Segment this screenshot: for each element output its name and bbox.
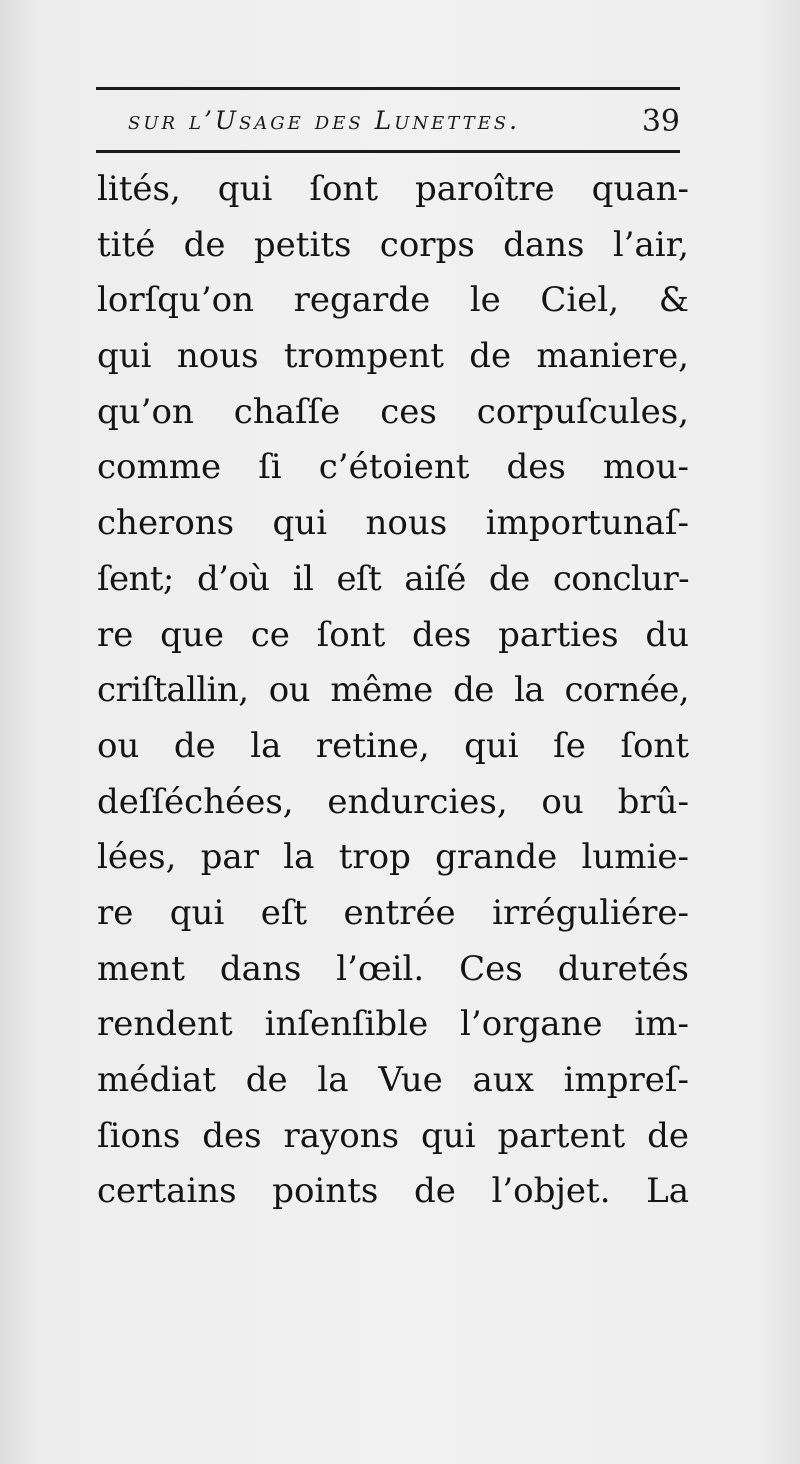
- text-line: ment dans l’œil. Ces duretés: [97, 948, 689, 989]
- header-bottom-rule: [96, 150, 680, 153]
- text-line: lorſqu’on regarde le Ciel, &: [97, 280, 689, 321]
- text-line: ſions des rayons qui partent de: [97, 1115, 689, 1156]
- running-title: sur l’Usage des Lunettes.: [128, 106, 521, 135]
- text-line: deſſéchées, endurcies, ou brû-: [97, 781, 689, 822]
- text-line: criſtallin, ou même de la cornée,: [97, 670, 689, 711]
- text-line: médiat de la Vue aux impreſ-: [97, 1060, 689, 1100]
- text-line: certains points de l’objet. La: [97, 1171, 689, 1212]
- header-top-rule: [96, 87, 680, 90]
- body-text: [97, 162, 689, 1220]
- text-line: comme ſi c’étoient des mou-: [97, 447, 689, 488]
- text-line: qui nous trompent de maniere,: [97, 336, 689, 377]
- page-number: 39: [641, 104, 680, 139]
- text-line: qu’on chaſſe ces corpuſcules,: [97, 391, 689, 432]
- running-head: [96, 104, 680, 144]
- text-line: cherons qui nous importunaſ-: [97, 503, 689, 544]
- text-line: ſent; d’où il eſt aiſé de conclur-: [97, 558, 689, 599]
- text-line: lées, par la trop grande lumie-: [97, 837, 689, 878]
- text-line: re qui eſt entrée irréguliére-: [97, 892, 689, 933]
- text-line: lités, qui ſont paroître quan-: [97, 169, 689, 209]
- text-line: rendent inſenſible l’organe im-: [97, 1004, 689, 1045]
- text-line: re que ce ſont des parties du: [97, 614, 689, 655]
- text-line: tité de petits corps dans l’air,: [97, 224, 689, 265]
- text-line: ou de la retine, qui ſe ſont: [97, 725, 689, 766]
